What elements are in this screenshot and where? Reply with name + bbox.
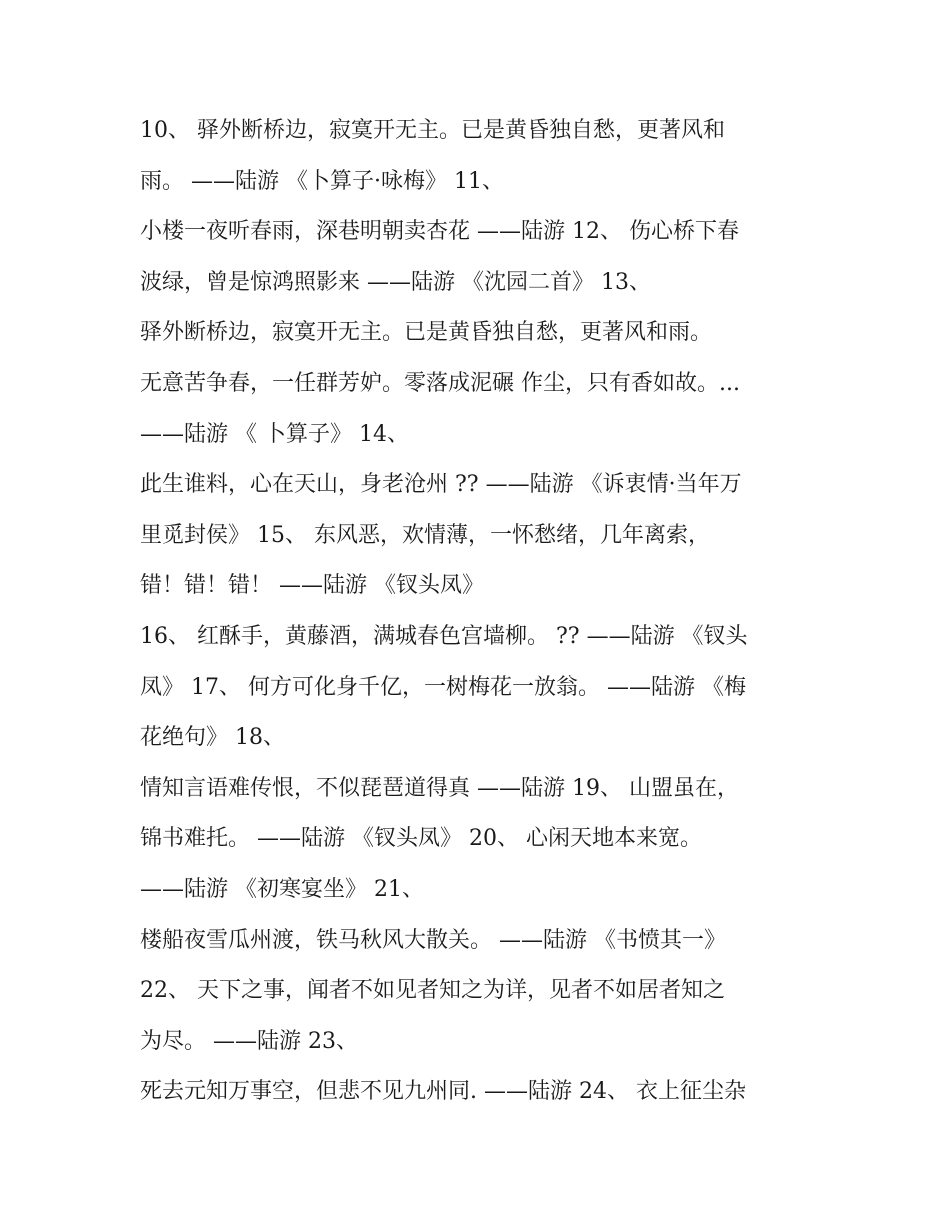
text-line: ——陆游 《 卜算子》 14、 bbox=[140, 421, 409, 447]
text-line: 错！错！错！ ——陆游 《钗头凤》 bbox=[140, 573, 484, 599]
text-line: 16、 红酥手，黄藤酒，满城春色宫墙柳。 ?? ——陆游 《钗头 bbox=[140, 623, 748, 649]
text-line: 为尽。 ——陆游 23、 bbox=[140, 1028, 358, 1054]
text-line: 花绝句》 18、 bbox=[140, 725, 285, 751]
text-line: ——陆游 《初寒宴坐》 21、 bbox=[140, 876, 424, 902]
text-line: 锦书难托。 ——陆游 《钗头凤》 20、 心闲天地本来宽。 bbox=[140, 826, 702, 852]
text-line: 情知言语难传恨，不似琵琶道得真 ——陆游 19、 山盟虽在， bbox=[140, 775, 739, 801]
text-line: 22、 天下之事，闻者不如见者知之为详，见者不如居者知之 bbox=[140, 978, 725, 1004]
text-line: 凤》 17、 何方可化身千亿，一树梅花一放翁。 ——陆游 《梅 bbox=[140, 674, 746, 700]
text-line: 死去元知万事空，但悲不见九州同. ——陆游 24、 衣上征尘杂 bbox=[140, 1079, 746, 1105]
poem-quotes-text bbox=[140, 106, 820, 1118]
text-line: 楼船夜雪瓜州渡，铁马秋风大散关。 ——陆游 《书愤其一》 bbox=[140, 927, 726, 953]
text-line: 小楼一夜听春雨，深巷明朝卖杏花 ——陆游 12、 伤心桥下春 bbox=[140, 219, 739, 245]
text-line: 波绿，曾是惊鸿照影来 ——陆游 《沈园二首》 13、 bbox=[140, 269, 651, 295]
text-line: 雨。 ——陆游 《卜算子·咏梅》 11、 bbox=[140, 168, 504, 194]
text-line: 无意苦争春，一任群芳妒。零落成泥碾 作尘，只有香如故。... bbox=[140, 370, 740, 396]
text-line: 10、 驿外断桥边，寂寞开无主。已是黄昏独自愁，更著风和 bbox=[140, 118, 725, 143]
text-line: 里觅封侯》 15、 东风恶，欢情薄，一怀愁绪，几年离索， bbox=[140, 522, 710, 548]
text-line: 驿外断桥边，寂寞开无主。已是黄昏独自愁，更著风和雨。 bbox=[140, 320, 713, 346]
text-line: 此生谁料，心在天山，身老沧州 ?? ——陆游 《诉衷情·当年万 bbox=[140, 472, 742, 498]
